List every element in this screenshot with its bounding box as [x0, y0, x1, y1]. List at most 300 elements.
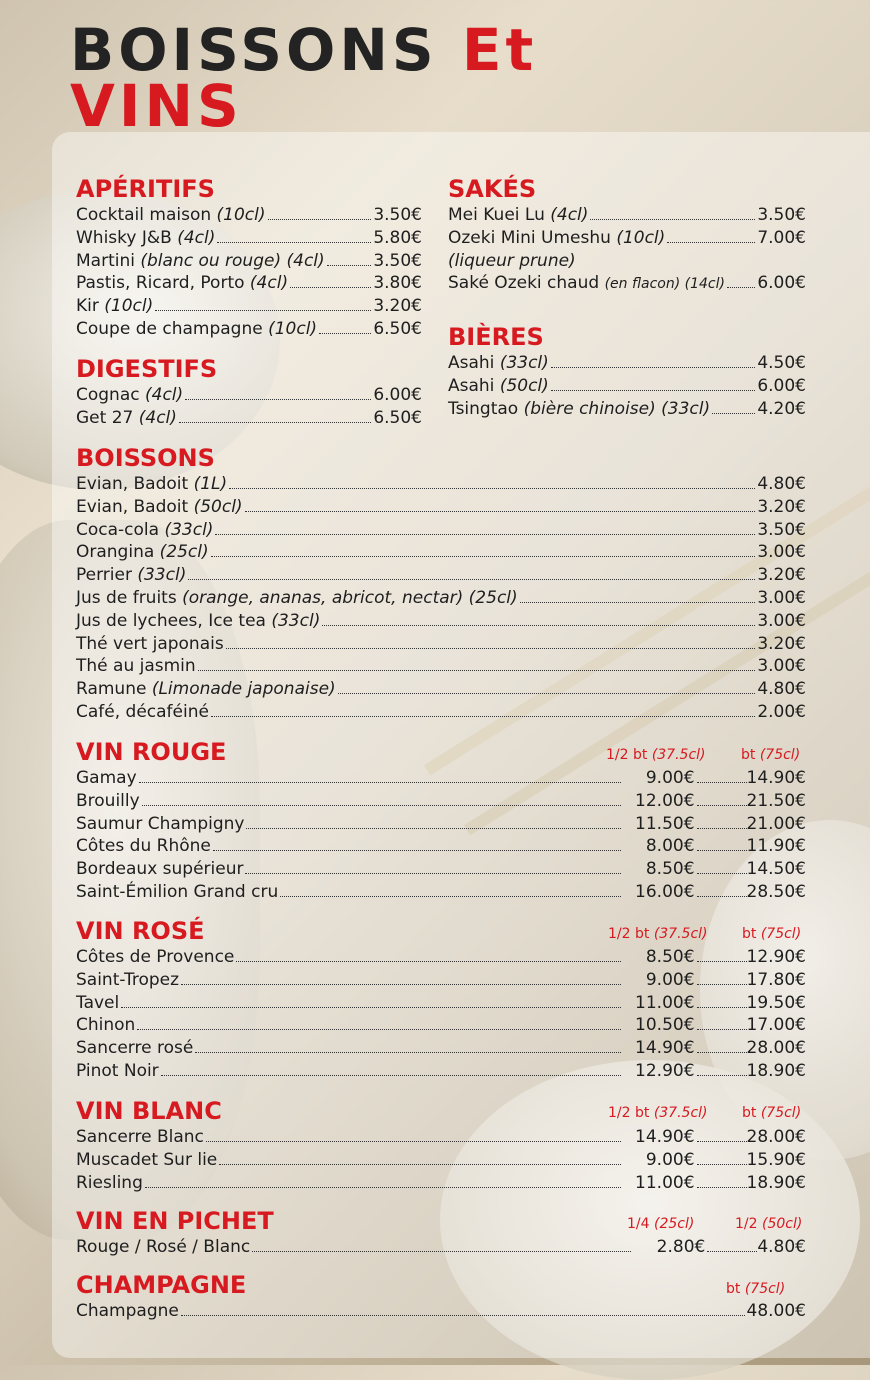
item-price: 4.80€ [757, 474, 806, 494]
column-header-volume: (37.5cl) [653, 1105, 708, 1121]
section-title: SAKÉS [448, 175, 537, 203]
dot-leader [226, 648, 756, 649]
dot-leader [697, 984, 747, 985]
item-label: Pastis, Ricard, Porto [76, 273, 250, 294]
item-price-large: 18.90€ [746, 1172, 806, 1193]
section-title: BOISSONS [76, 444, 215, 472]
item-price: 6.00€ [757, 273, 806, 294]
item-name: Sancerre Blanc [76, 1127, 204, 1147]
dot-leader [245, 873, 620, 874]
menu-item [76, 473, 806, 496]
section-title: VIN BLANC [76, 1097, 222, 1125]
dot-leader [179, 422, 371, 423]
item-price-small: 2.80€ [656, 1237, 706, 1257]
dot-leader [181, 1315, 745, 1316]
item-detail: (en flacon) (14cl) [604, 276, 725, 293]
section-vin-rose [76, 916, 806, 1083]
item-label: Ozeki Mini Umeshu [448, 227, 617, 248]
item-name [76, 519, 213, 542]
section-boissons [76, 443, 806, 724]
dot-leader [213, 850, 621, 851]
menu-item [76, 564, 806, 587]
menu-item [76, 858, 806, 881]
item-name [448, 352, 549, 375]
item-label: Champagne [76, 1301, 179, 1321]
item-detail: (10cl) [616, 227, 666, 248]
item-name: Côtes de Provence [76, 947, 235, 967]
item-price: 3.20€ [757, 565, 806, 586]
item-detail: (33cl) [137, 565, 187, 586]
item-detail: (33cl) [164, 519, 214, 540]
item-name: Rouge / Rosé / Blanc [76, 1237, 251, 1257]
item-name: Pinot Noir [76, 1060, 159, 1081]
item-detail: (10cl) [216, 205, 266, 225]
item-label: Jus de lychees, Ice tea [76, 610, 272, 631]
item-label: Jus de fruits [76, 587, 183, 608]
menu-item [76, 790, 806, 813]
item-label: Saké Ozeki chaud [448, 273, 605, 294]
dot-leader [697, 896, 747, 897]
menu-item [76, 407, 422, 430]
item-price: 2.00€ [757, 701, 806, 722]
column-header-volume: (75cl) [744, 1281, 786, 1297]
item-name: Tavel [76, 992, 120, 1013]
dot-leader [697, 782, 747, 783]
dot-leader [697, 1075, 747, 1076]
item-price-small: 9.00€ [645, 1149, 695, 1170]
dot-leader [137, 1029, 620, 1030]
item-price-large: 21.50€ [746, 790, 806, 811]
item-label: Whisky J&B [76, 227, 178, 248]
dot-leader [697, 850, 747, 851]
item-name [76, 250, 325, 273]
item-label: Kir [76, 296, 105, 317]
column-header-label: 1/2 bt [608, 1105, 654, 1121]
title-word-boissons: BOISSONS [70, 16, 438, 84]
menu-item [76, 1037, 806, 1060]
menu-item [448, 398, 806, 421]
column-header-volume: (75cl) [760, 1105, 802, 1121]
menu-item [76, 881, 806, 904]
section-title: VIN ROSÉ [76, 917, 205, 945]
item-label: Asahi [448, 375, 500, 396]
section-title: CHAMPAGNE [76, 1271, 247, 1299]
item-detail: (orange, ananas, abricot, nectar) (25cl) [182, 587, 518, 608]
item-label: Thé vert japonais [76, 633, 224, 654]
item-name: Saumur Champigny [76, 813, 245, 834]
menu-item [76, 835, 806, 858]
item-name [448, 272, 725, 296]
dot-leader [697, 1029, 747, 1030]
dot-leader [245, 511, 756, 512]
section-bieres [448, 322, 806, 420]
item-price-small: 10.50€ [635, 1015, 695, 1036]
menu-item [76, 767, 806, 790]
item-price-small: 9.00€ [645, 969, 695, 990]
menu-item [76, 946, 806, 969]
item-price: 3.50€ [373, 205, 422, 225]
section-vin-pichet [76, 1206, 806, 1259]
item-label: Mei Kuei Lu [448, 205, 551, 225]
item-label: Coupe de champagne [76, 318, 269, 339]
column-header-quarter [627, 1216, 694, 1232]
item-detail: (10cl) [268, 318, 318, 339]
section-vin-blanc [76, 1096, 806, 1194]
menu-item [76, 204, 422, 227]
item-name [448, 204, 588, 227]
dot-leader [155, 310, 371, 311]
menu-item [448, 375, 806, 398]
column-header-volume: (50cl) [761, 1216, 803, 1232]
item-name: Côtes du Rhône [76, 836, 211, 857]
menu-item [76, 992, 806, 1015]
section-title: VIN EN PICHET [76, 1207, 274, 1235]
item-price-large: 28.00€ [746, 1127, 806, 1147]
item-price-small: 8.00€ [645, 836, 695, 857]
item-price-small: 12.90€ [635, 1060, 695, 1081]
item-name [76, 587, 518, 610]
dot-leader [707, 1251, 757, 1252]
item-price-small: 14.90€ [635, 1127, 695, 1147]
item-label: Coca-cola [76, 519, 165, 540]
item-price: 3.50€ [757, 519, 806, 540]
item-price-small: 8.50€ [645, 859, 695, 880]
item-price-small: 16.00€ [635, 881, 695, 902]
dot-leader [280, 896, 620, 897]
dot-leader [319, 333, 371, 334]
item-price-small: 11.00€ [635, 1172, 695, 1193]
menu-item [76, 813, 806, 836]
item-price-large: 12.90€ [746, 947, 806, 967]
item-price-large: 21.00€ [746, 813, 806, 834]
dot-leader [697, 1007, 747, 1008]
item-name [76, 633, 224, 656]
item-name [76, 541, 209, 564]
dot-leader [188, 579, 755, 580]
dot-leader [697, 828, 747, 829]
item-label: Evian, Badoit [76, 496, 194, 517]
dot-leader [327, 265, 372, 266]
item-price: 3.00€ [757, 610, 806, 631]
item-name [448, 375, 549, 398]
section-title: DIGESTIFS [76, 355, 218, 383]
column-header-label: bt [742, 926, 761, 942]
column-header-volume: (37.5cl) [651, 747, 706, 763]
item-price-large: 28.50€ [746, 881, 806, 902]
dot-leader [667, 242, 755, 243]
column-header-label: 1/2 bt [606, 747, 652, 763]
item-detail: (bière chinoise) (33cl) [523, 398, 711, 419]
column-header-label: 1/4 [627, 1216, 654, 1232]
menu-item [76, 1172, 806, 1195]
item-price: 4.80€ [757, 679, 806, 700]
menu-item [76, 250, 422, 273]
dot-leader [697, 1187, 747, 1188]
item-label: Asahi [448, 353, 500, 373]
menu-item [448, 352, 806, 375]
item-name: Chinon [76, 1015, 136, 1036]
menu-item [76, 1060, 806, 1083]
column-header-label: 1/2 [735, 1216, 762, 1232]
item-detail: (4cl) [550, 205, 589, 225]
column-header-label: bt [742, 1105, 761, 1121]
dot-leader [181, 984, 620, 985]
item-name: Muscadet Sur lie [76, 1149, 218, 1170]
item-name [76, 204, 266, 227]
menu-item [76, 969, 806, 992]
item-price-large: 15.90€ [746, 1149, 806, 1170]
item-note: (liqueur prune) [448, 250, 576, 271]
item-price: 3.00€ [757, 656, 806, 677]
item-price: 7.00€ [757, 227, 806, 248]
dot-leader [246, 828, 620, 829]
menu-item [76, 587, 806, 610]
dot-leader [590, 219, 755, 220]
item-name [76, 318, 317, 341]
dot-leader [520, 602, 756, 603]
dot-leader [338, 693, 756, 694]
item-label: Cognac [76, 385, 146, 405]
item-name [76, 701, 209, 724]
item-detail: (4cl) [249, 273, 289, 294]
menu-item [76, 272, 422, 295]
item-label: Perrier [76, 565, 138, 586]
item-price: 3.50€ [757, 205, 806, 225]
menu-item [76, 655, 806, 678]
item-price: 3.00€ [757, 542, 806, 563]
dot-leader [697, 805, 747, 806]
item-name [76, 473, 227, 496]
item-name: Saint-Émilion Grand cru [76, 881, 279, 902]
dot-leader [215, 534, 755, 535]
item-label: Orangina [76, 542, 160, 563]
title-word-vins: VINS [70, 72, 243, 140]
menu-item [76, 227, 422, 250]
dot-leader [139, 782, 621, 783]
menu-item [76, 1300, 806, 1323]
column-header-volume: (37.5cl) [653, 926, 708, 942]
dot-leader [551, 390, 756, 391]
item-price-large: 19.50€ [746, 992, 806, 1013]
column-header-half [735, 1216, 802, 1232]
item-name [76, 407, 177, 430]
item-detail: (4cl) [177, 227, 216, 248]
item-detail: (Limonade japonaise) [151, 679, 336, 700]
item-price: 6.00€ [373, 385, 422, 405]
item-label: Tsingtao [448, 398, 524, 419]
item-price-small: 12.00€ [635, 790, 695, 811]
item-label: Café, décaféiné [76, 701, 209, 722]
item-detail: (25cl) [159, 542, 209, 563]
dot-leader [252, 1251, 631, 1252]
section-champagne [76, 1270, 806, 1323]
section-aperitifs [76, 174, 422, 341]
menu-item [448, 227, 806, 250]
menu-item [76, 678, 806, 701]
dot-leader [697, 961, 747, 962]
item-price: 3.50€ [373, 250, 422, 271]
item-label: Ramune [76, 679, 152, 700]
section-title: APÉRITIFS [76, 175, 215, 203]
item-label: Evian, Badoit [76, 474, 194, 494]
item-name: Saint-Tropez [76, 969, 180, 990]
menu-item [76, 519, 806, 542]
dot-leader [142, 805, 621, 806]
item-name [76, 678, 336, 701]
item-name [76, 564, 186, 587]
item-label: Thé au jasmin [76, 656, 196, 677]
item-price: 4.20€ [757, 398, 806, 419]
item-detail: (4cl) [138, 407, 177, 428]
dot-leader [551, 367, 756, 368]
menu-item [76, 701, 806, 724]
dot-leader [236, 961, 620, 962]
menu-item [448, 204, 806, 227]
dot-leader [121, 1007, 620, 1008]
item-price-large: 14.50€ [746, 859, 806, 880]
dot-leader [195, 1052, 620, 1053]
item-price: 3.00€ [757, 587, 806, 608]
column-header-half [606, 747, 706, 763]
item-price-large: 28.00€ [746, 1038, 806, 1059]
item-name [76, 384, 183, 407]
dot-leader [268, 219, 372, 220]
item-detail: (50cl) [499, 375, 549, 396]
column-header-half [608, 926, 708, 942]
item-name [448, 398, 710, 421]
dot-leader [322, 625, 755, 626]
item-price: 6.50€ [373, 407, 422, 428]
item-price: 6.50€ [373, 318, 422, 339]
item-name [76, 655, 196, 678]
menu-item [76, 610, 806, 633]
item-price: 6.00€ [757, 375, 806, 396]
column-header-volume: (25cl) [653, 1216, 695, 1232]
menu-item [448, 272, 806, 295]
item-name: Riesling [76, 1172, 143, 1193]
item-detail: (1L) [193, 474, 228, 494]
section-title: VIN ROUGE [76, 738, 227, 766]
title-word-et: Et [461, 16, 538, 84]
item-price-small: 11.50€ [635, 813, 695, 834]
item-name [448, 227, 665, 250]
dot-leader [161, 1075, 621, 1076]
dot-leader [206, 1141, 621, 1142]
item-price-large: 11.90€ [746, 836, 806, 857]
column-header-volume: (75cl) [760, 926, 802, 942]
item-detail: (4cl) [145, 385, 184, 405]
item-detail: (50cl) [193, 496, 243, 517]
item-price: 48.00€ [746, 1301, 806, 1321]
column-header-full [741, 747, 800, 763]
item-name [76, 1300, 179, 1323]
menu-item [76, 633, 806, 656]
item-price: 3.20€ [757, 633, 806, 654]
menu-item [76, 318, 422, 341]
item-name [76, 272, 288, 295]
dot-leader [290, 287, 371, 288]
page-title [70, 16, 538, 140]
column-header-label: 1/2 bt [608, 926, 654, 942]
column-header-volume: (75cl) [759, 747, 801, 763]
item-price: 3.20€ [757, 496, 806, 517]
dot-leader [697, 1141, 747, 1142]
dot-leader [217, 242, 371, 243]
dot-leader [198, 670, 756, 671]
section-vin-rouge [76, 737, 806, 904]
dot-leader [219, 1164, 620, 1165]
menu-item [76, 384, 422, 407]
item-detail: (10cl) [104, 296, 154, 317]
menu-item [76, 1014, 806, 1037]
item-name [76, 295, 153, 318]
item-price-large: 4.80€ [757, 1237, 806, 1257]
menu-item [76, 295, 422, 318]
item-price-large: 18.90€ [746, 1060, 806, 1081]
dot-leader [229, 488, 755, 489]
dot-leader [211, 556, 756, 557]
dot-leader [697, 873, 747, 874]
item-price-large: 17.80€ [746, 969, 806, 990]
item-name: Sancerre rosé [76, 1038, 194, 1059]
item-label: Get 27 [76, 407, 139, 428]
menu-item [76, 1236, 806, 1259]
item-name: Bordeaux supérieur [76, 859, 244, 880]
item-detail: (33cl) [499, 353, 549, 373]
column-header-label: bt [741, 747, 760, 763]
dot-leader [145, 1187, 621, 1188]
item-price-small: 11.00€ [635, 992, 695, 1013]
menu-item [76, 541, 806, 564]
item-price-large: 17.00€ [746, 1015, 806, 1036]
item-price-large: 14.90€ [746, 768, 806, 788]
dot-leader [727, 287, 755, 288]
dot-leader [712, 413, 755, 414]
item-price: 3.80€ [373, 273, 422, 294]
item-detail: (blanc ou rouge) (4cl) [140, 250, 325, 271]
item-name: Brouilly [76, 790, 140, 811]
section-digestifs [76, 354, 422, 430]
item-detail: (33cl) [271, 610, 321, 631]
dot-leader [211, 716, 755, 717]
dot-leader [697, 1052, 747, 1053]
item-price-small: 8.50€ [645, 947, 695, 967]
column-header-half [608, 1105, 708, 1121]
column-header-full [742, 1105, 801, 1121]
item-name [76, 610, 320, 633]
item-price-small: 14.90€ [635, 1038, 695, 1059]
item-label: Martini [76, 250, 141, 271]
item-price-small: 9.00€ [645, 768, 695, 788]
item-name: Gamay [76, 768, 137, 788]
menu-item [76, 1126, 806, 1149]
item-price: 5.80€ [373, 227, 422, 248]
item-price: 3.20€ [373, 296, 422, 317]
dot-leader [185, 399, 371, 400]
item-name [76, 227, 215, 250]
item-label: Cocktail maison [76, 205, 217, 225]
item-name [76, 496, 243, 519]
section-sakes [448, 174, 806, 295]
column-header-label: bt [726, 1281, 745, 1297]
menu-item [76, 1149, 806, 1172]
menu-item [76, 496, 806, 519]
column-header-bottle [726, 1281, 785, 1297]
column-header-full [742, 926, 801, 942]
item-price: 4.50€ [757, 353, 806, 373]
dot-leader [697, 1164, 747, 1165]
section-title: BIÈRES [448, 323, 544, 351]
